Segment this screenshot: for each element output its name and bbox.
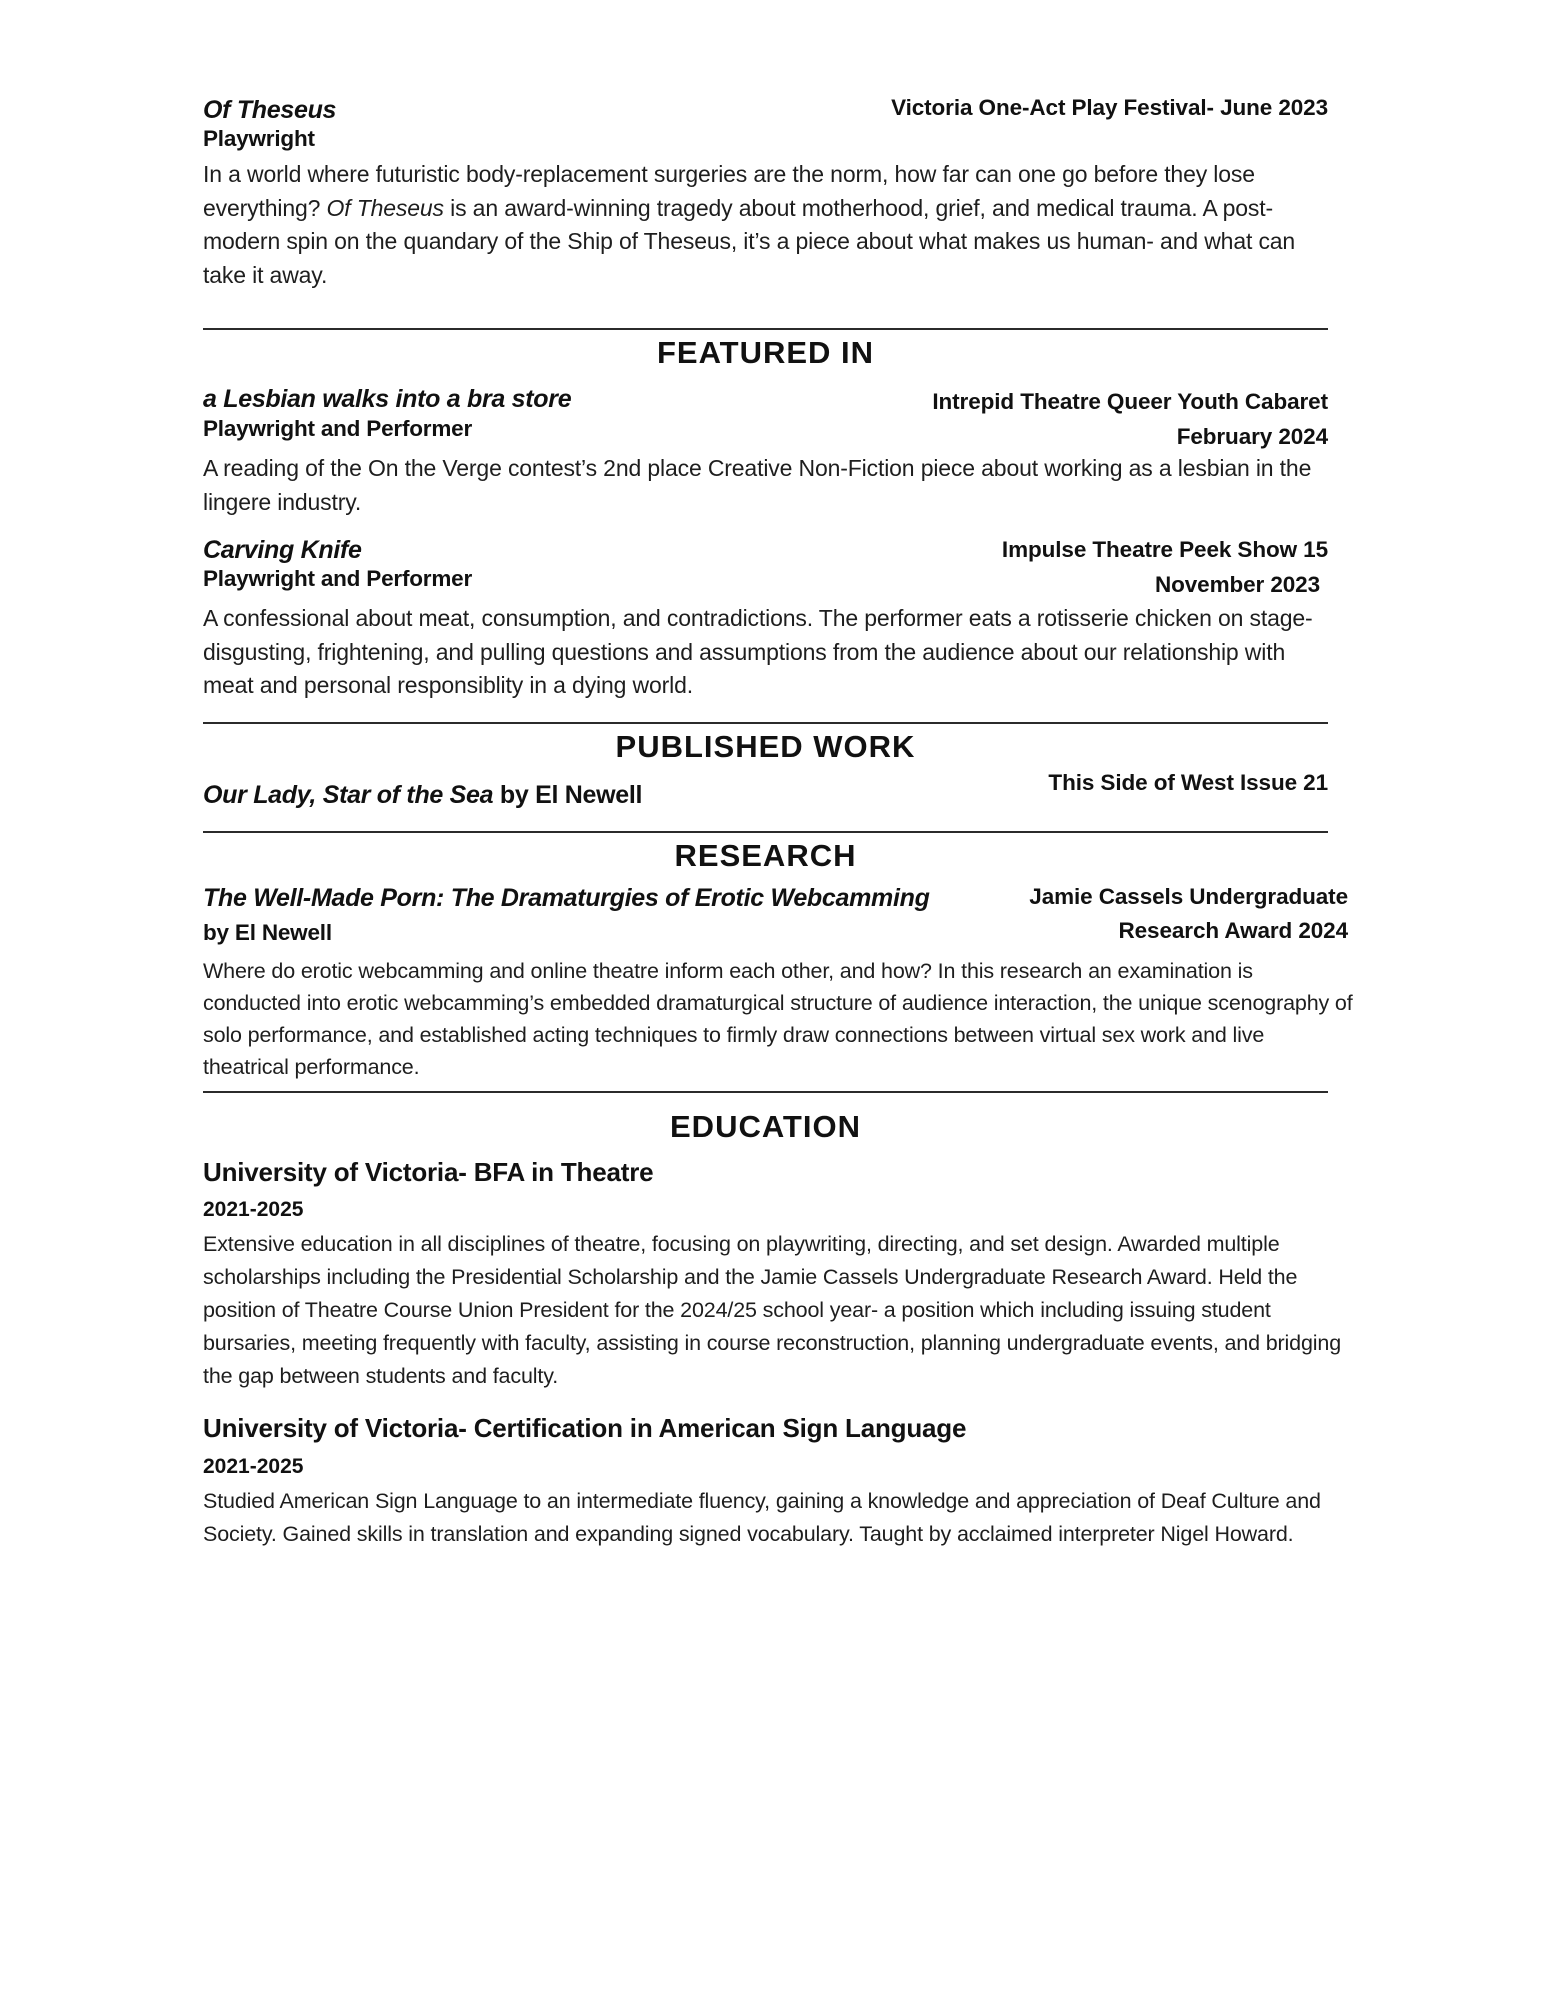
description-italic-title: Of Theseus [326,194,444,221]
featured-item-title: Carving Knife [203,536,362,564]
entry-role: Playwright [203,126,315,151]
featured-item-role: Playwright and Performer [203,566,473,591]
education-item-years: 2021-2025 [203,1455,304,1478]
featured-item-venue: Intrepid Theatre Queer Youth Cabaret [932,389,1328,414]
entry-venue: Victoria One-Act Play Festival- June 2023 [891,95,1328,120]
research-title: The Well-Made Porn: The Dramaturgies of Erotic Webcamming [203,884,930,912]
featured-item-description: A reading of the On the Verge contest’s 2nd place Creative Non-Fiction piece about working as a lesbian in the lingere industry. [203,455,1312,515]
featured-item-date: February 2024 [1176,424,1328,449]
section-divider [203,1091,1328,1093]
education-item-description: Studied American Sign Language to an intermediate fluency, gaining a knowledge and appreciation of Deaf Culture and Society. Gained skills in translation and expanding signed vocabulary. Taught by acclaimed interpreter Nigel Howard. [203,1489,1321,1546]
section-divider [203,831,1328,833]
section-divider [203,722,1328,724]
description-text: is an award-winning tragedy about motherhood, grief, and medical trauma. A post-modern spin on the quandary of the Ship of Theseus, it’s a piece about what makes us human- and what can take it away. [203,194,1296,288]
description-text: In a world where futuristic body-replacement surgeries are the norm, how far can one go before they lose everything? [203,161,1255,221]
published-venue: This Side of West Issue 21 [1048,770,1328,795]
featured-item-role: Playwright and Performer [203,416,473,441]
featured-item-date: November 2023 [1154,572,1320,597]
featured-item-venue: Impulse Theatre Peek Show 15 [1001,537,1328,562]
research-award-line1: Jamie Cassels Undergraduate [1029,884,1348,909]
published-title: Our Lady, Star of the Sea [203,781,494,809]
education-item-title: University of Victoria- Certification in American Sign Language [203,1413,967,1443]
research-author: by El Newell [203,920,332,945]
education-item-title: University of Victoria- BFA in Theatre [203,1157,654,1187]
published-item [203,781,642,810]
research-award-line2: Research Award 2024 [1118,918,1348,943]
entry-description [203,158,1328,292]
published-author: by El Newell [493,781,643,809]
section-heading-education: EDUCATION [670,1109,861,1144]
featured-item-title: a Lesbian walks into a bra store [203,385,572,413]
research-description: Where do erotic webcamming and online theatre inform each other, and how? In this research an examination is conducted into erotic webcamming’s embedded dramaturgical structure of audience interaction, the unique scenography of solo performance, and established acting techniques to firmly draw connections between virtual sex work and live theatrical performance. [203,959,1353,1079]
section-heading-published-work: PUBLISHED WORK [615,729,916,764]
section-heading-featured-in: FEATURED IN [656,335,875,370]
education-item-description: Extensive education in all disciplines of theatre, focusing on playwriting, directing, and set design. Awarded multiple scholarships including the Presidential Scholarship and the Jamie Cassels Undergraduate Research Award. Held the position of Theatre Course Union President for the 2024/25 school year- a position which including issuing student bursaries, meeting frequently with faculty, assisting in course reconstruction, planning undergraduate events, and bridging the gap between students and faculty. [203,1232,1342,1388]
education-item-years: 2021-2025 [203,1198,304,1221]
featured-item-description: A confessional about meat, consumption, and contradictions. The performer eats a rotisserie chicken on stage- disgusting, frightening, and pulling questions and assumptions from the audience about our relationship with meat and personal responsiblity in a dying world. [203,605,1313,698]
entry-title: Of Theseus [203,96,337,124]
section-divider [203,328,1328,330]
section-heading-research: RESEARCH [674,838,857,873]
